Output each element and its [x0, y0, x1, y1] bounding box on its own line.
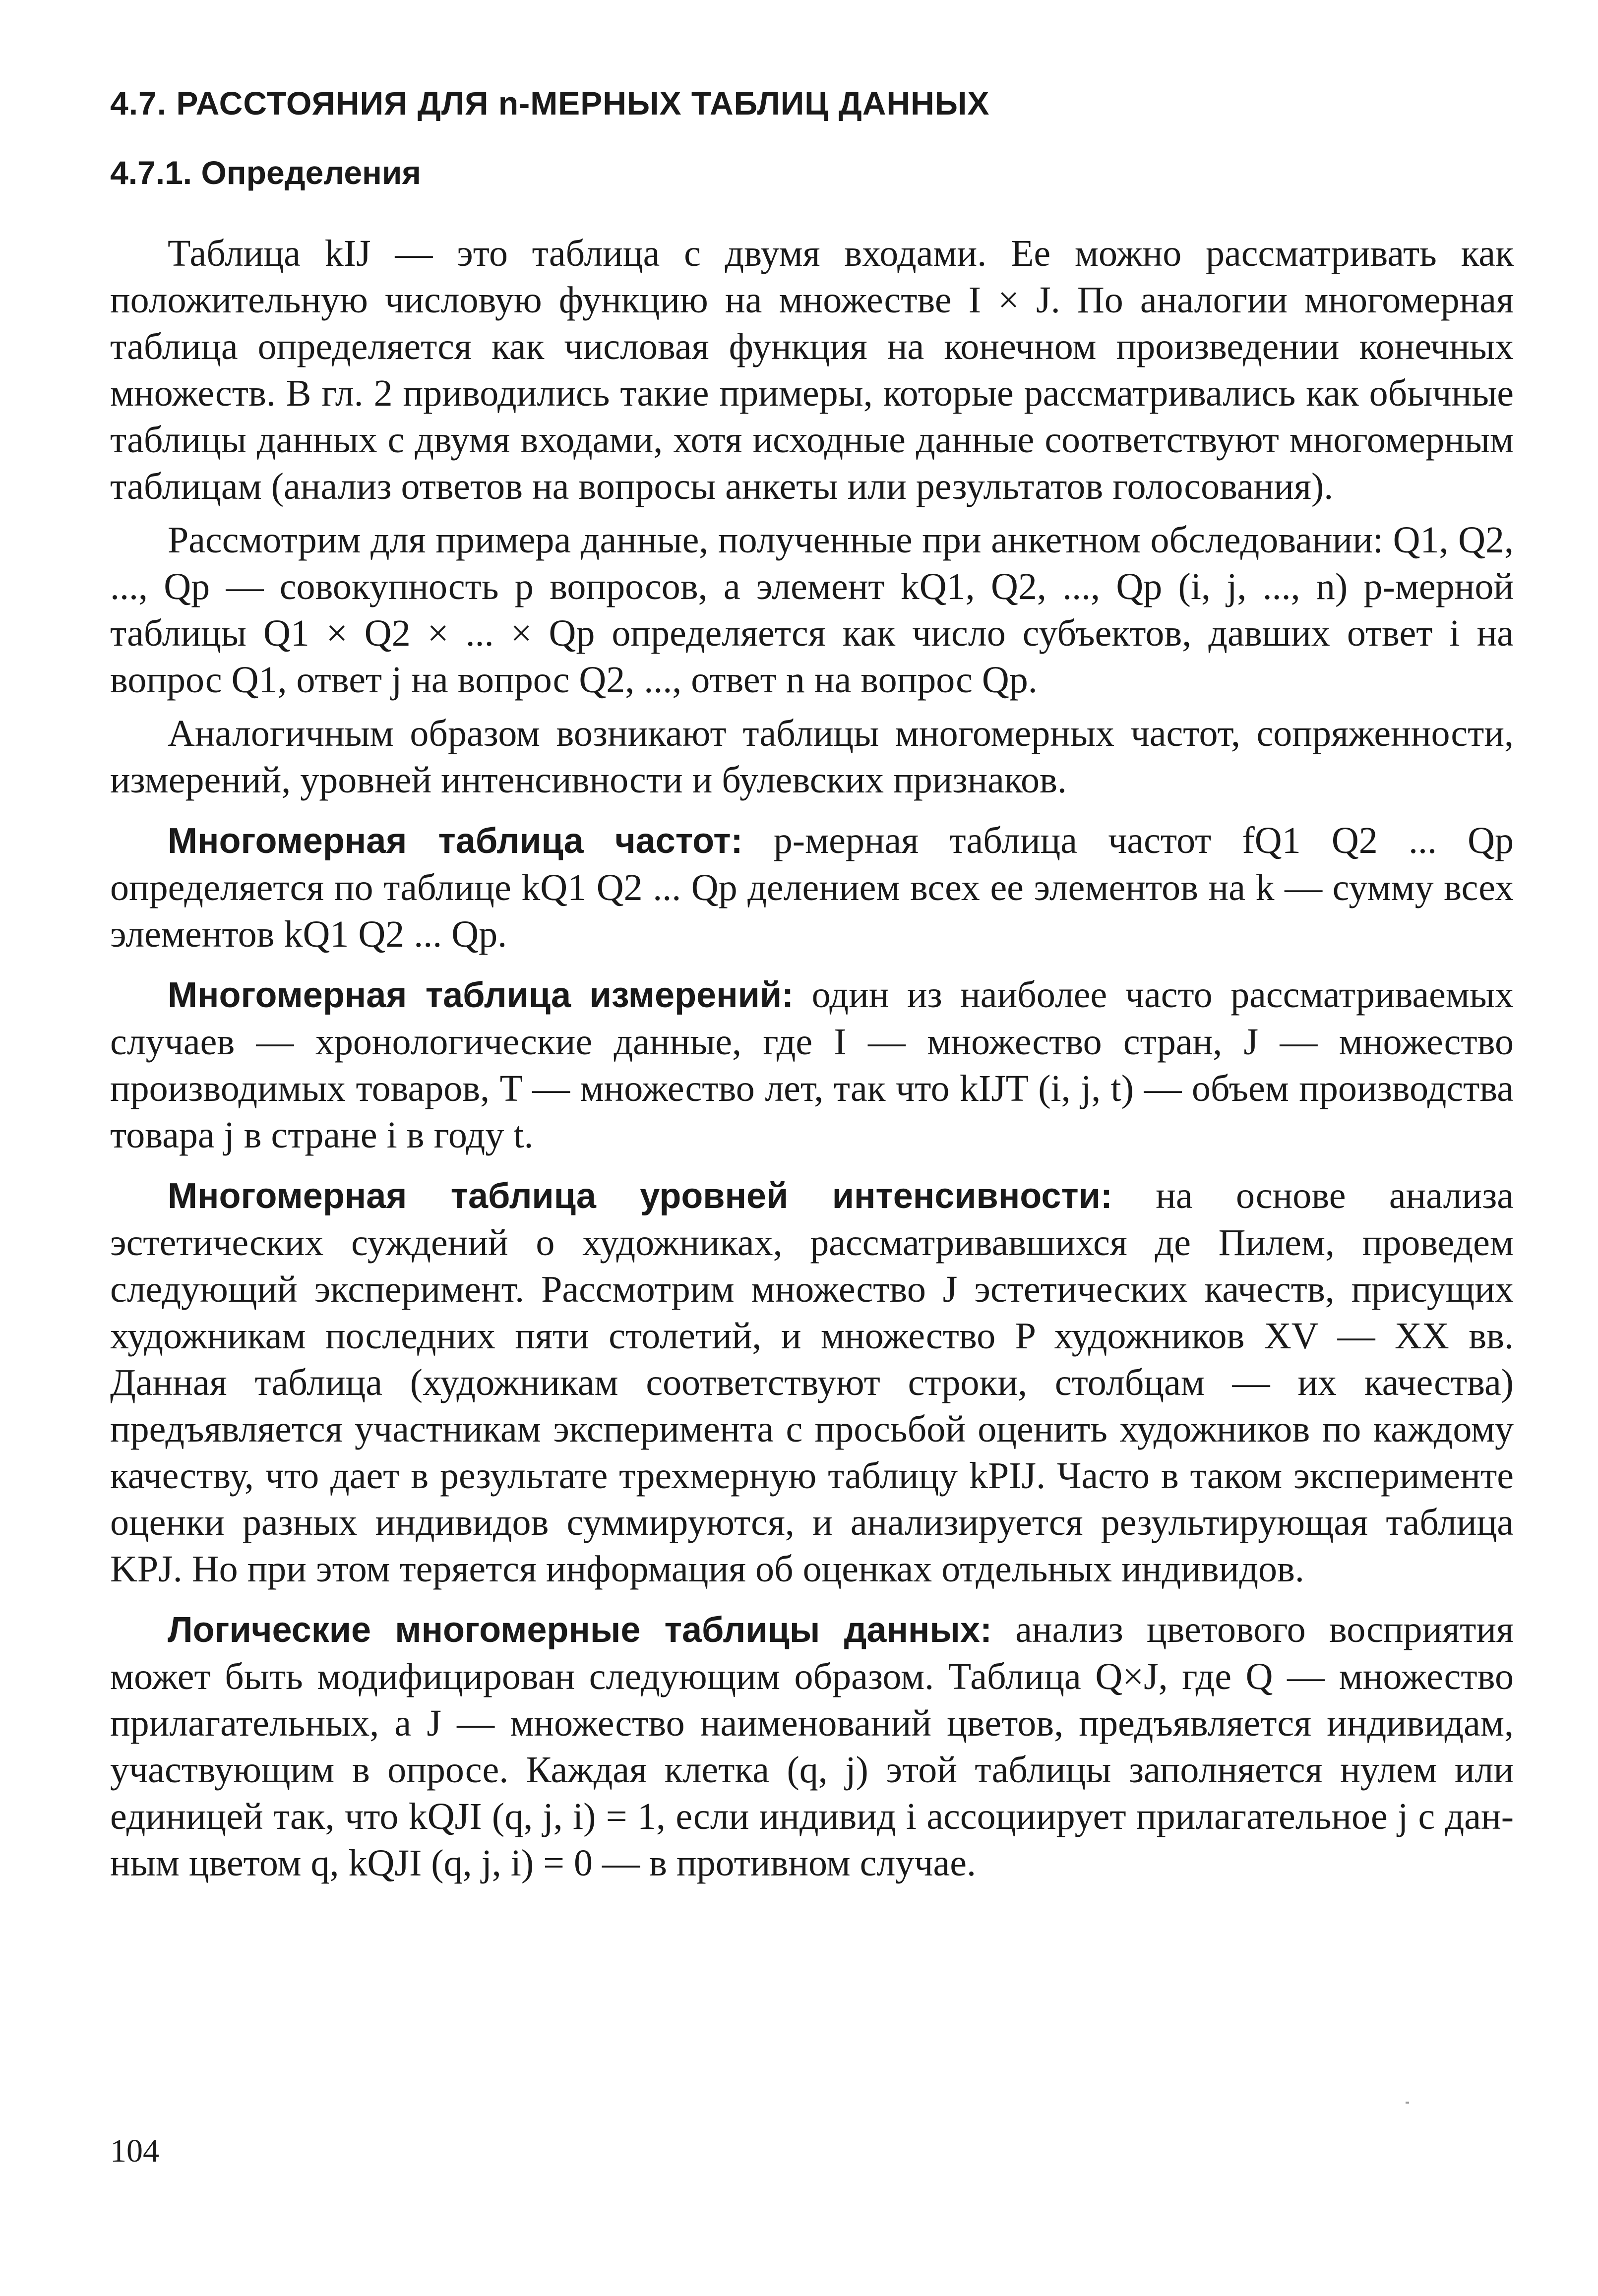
- paragraph-measurement-table: [110, 971, 1514, 1158]
- text-measurement-table: один из наиболее часто рассматриваемых случаев — хронологические данные, где I — множество стран, J — множество производимых товаров, T — множество лет, так что kIJT (i, j, t) — объем производства товара j в стране i в году t.: [110, 974, 1514, 1156]
- term-measurement-table: Многомерная таблица измерений:: [168, 975, 794, 1015]
- page-body: [110, 84, 1514, 1900]
- text-frequency-table: p-мерная таблица частот fQ1 Q2 ... Qp определяется по таблице kQ1 Q2 ... Qp делением всех ее элементов на k — сумму всех элементов kQ1 Q2 ... Qp.: [110, 820, 1514, 955]
- paragraph-frequency-table: [110, 817, 1514, 958]
- page-number: 104: [110, 2133, 159, 2169]
- section-heading: 4.7. РАССТОЯНИЯ ДЛЯ n-МЕРНЫХ ТАБЛИЦ ДАННЫХ: [110, 85, 990, 121]
- paragraph-survey-example: Рассмотрим для примера данные, полученные при анкетном обследовании: Q1, Q2, ..., Qp — совокупность p вопросов, а элемент kQ1, Q2, ..., Qp (i, j, ..., n) p-мерной таблицы Q1 × Q2 × ... × Qp определяется как число субъектов, давших ответ i на вопрос Q1, ответ j на вопрос Q2, ..., ответ n на вопрос Qp.: [110, 519, 1514, 701]
- term-intensity-table: Многомерная таблица уровней интенсивности:: [168, 1176, 1112, 1216]
- paragraph-analogous-tables: Аналогичным образом возникают таблицы многомерных частот, сопряженности, измерений, уровней интенсивности и булевских признаков.: [110, 713, 1514, 801]
- paragraph-tables-definition: Таблица kIJ — это таблица с двумя входами. Ее можно рассматривать как положительную числовую функцию на множестве I × J. По аналогии многомерная таблица определяется как числовая функция на конечном произведении конечных множеств. В гл. 2 приводились такие примеры, которые рассматривались как обычные таблицы данных с двумя входами, хотя исходные данные соответствуют многомерным таблицам (анализ ответов на вопросы анкеты или результатов голосования).: [110, 233, 1514, 507]
- text-logical-table: анализ цветового восприятия может быть модифицирован следующим образом. Таблица Q×J, где Q — множество прилагательных, а J — множество наименований цветов, предъявляется индивидам, участвующим в опросе. Каждая клетка (q, j) этой таблицы заполняется нулем или единицей так, что kQJI (q, j, i) = 1, если индивид i ассоциирует прилагательное j с данным цветом q, kQJI (q, j, i) = 0 — в противном случае.: [110, 1609, 1514, 1884]
- term-logical-table: Логические многомерные таблицы данных:: [168, 1610, 992, 1650]
- paragraph-intensity-table: [110, 1172, 1514, 1592]
- subsection-heading: 4.7.1. Определения: [110, 154, 421, 191]
- term-frequency-table: Многомерная таблица частот:: [168, 821, 743, 861]
- paragraph-logical-table: [110, 1606, 1514, 1886]
- scan-speck: [1406, 2102, 1409, 2104]
- text-intensity-table: на основе анализа эстетических суждений о художниках, рассматривавшихся де Пилем, проведем следующий эксперимент. Рассмотрим множество J эстетических качеств, присущих художникам последних пяти столетий, и множество P художников XV — XX вв. Данная таблица (художникам соответствуют строки, столбцам — их качества) предъявляется участникам эксперимента с просьбой оценить художников по каждому качеству, что дает в результате трехмерную таблицу kPIJ. Часто в таком эксперименте оценки разных индивидов суммируются, и анализируется результирующая таблица KPJ. Но при этом теряется информация об оценках отдельных индивидов.: [110, 1175, 1514, 1590]
